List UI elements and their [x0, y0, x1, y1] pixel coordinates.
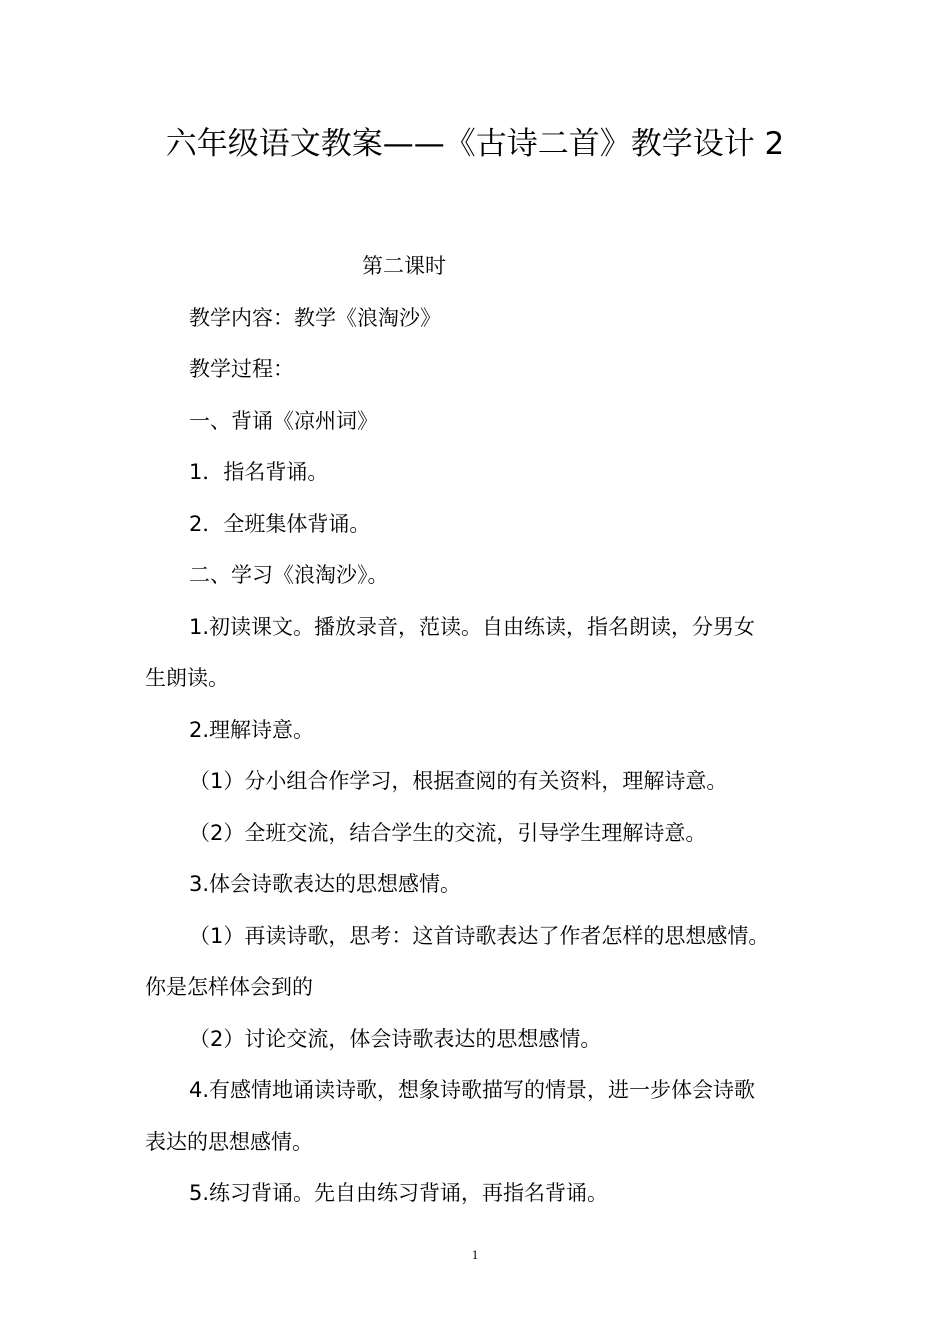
paragraph: （1）再读诗歌，思考：这首诗歌表达了作者怎样的思想感情。 [189, 923, 770, 948]
section-heading-2: 二、学习《浪淘沙》。 [189, 563, 389, 587]
paragraph: 2．全班集体背诵。 [189, 511, 371, 536]
paragraph-continuation: 你是怎样体会到的 [145, 975, 313, 999]
teaching-process-heading: 教学过程： [189, 357, 294, 381]
paragraph: 5.练习背诵。先自由练习背诵，再指名背诵。 [189, 1181, 609, 1205]
lesson-session-heading: 第二课时 [362, 254, 446, 278]
paragraph: 3.体会诗歌表达的思想感情。 [189, 872, 462, 896]
page-number: 1 [471, 1247, 479, 1262]
teaching-content: 教学内容：教学《浪淘沙》 [189, 305, 441, 330]
document-body [145, 241, 797, 1220]
paragraph: （2）讨论交流，体会诗歌表达的思想感情。 [189, 1026, 602, 1051]
paragraph-continuation: 表达的思想感情。 [145, 1129, 313, 1154]
paragraph: 1.初读课文。播放录音，范读。自由练读，指名朗读，分男女 [189, 614, 756, 639]
section-heading-1: 一、背诵《凉州词》 [189, 408, 378, 433]
paragraph: （2）全班交流，结合学生的交流，引导学生理解诗意。 [189, 820, 707, 845]
paragraph-continuation: 生朗读。 [145, 666, 229, 690]
paragraph: 1．指名背诵。 [189, 460, 329, 484]
paragraph: （1）分小组合作学习，根据查阅的有关资料，理解诗意。 [189, 769, 728, 793]
document-title: 六年级语文教案——《古诗二首》教学设计 2 [165, 126, 785, 162]
paragraph: 2.理解诗意。 [189, 717, 315, 742]
paragraph: 4.有感情地诵读诗歌，想象诗歌描写的情景，进一步体会诗歌 [189, 1078, 756, 1102]
